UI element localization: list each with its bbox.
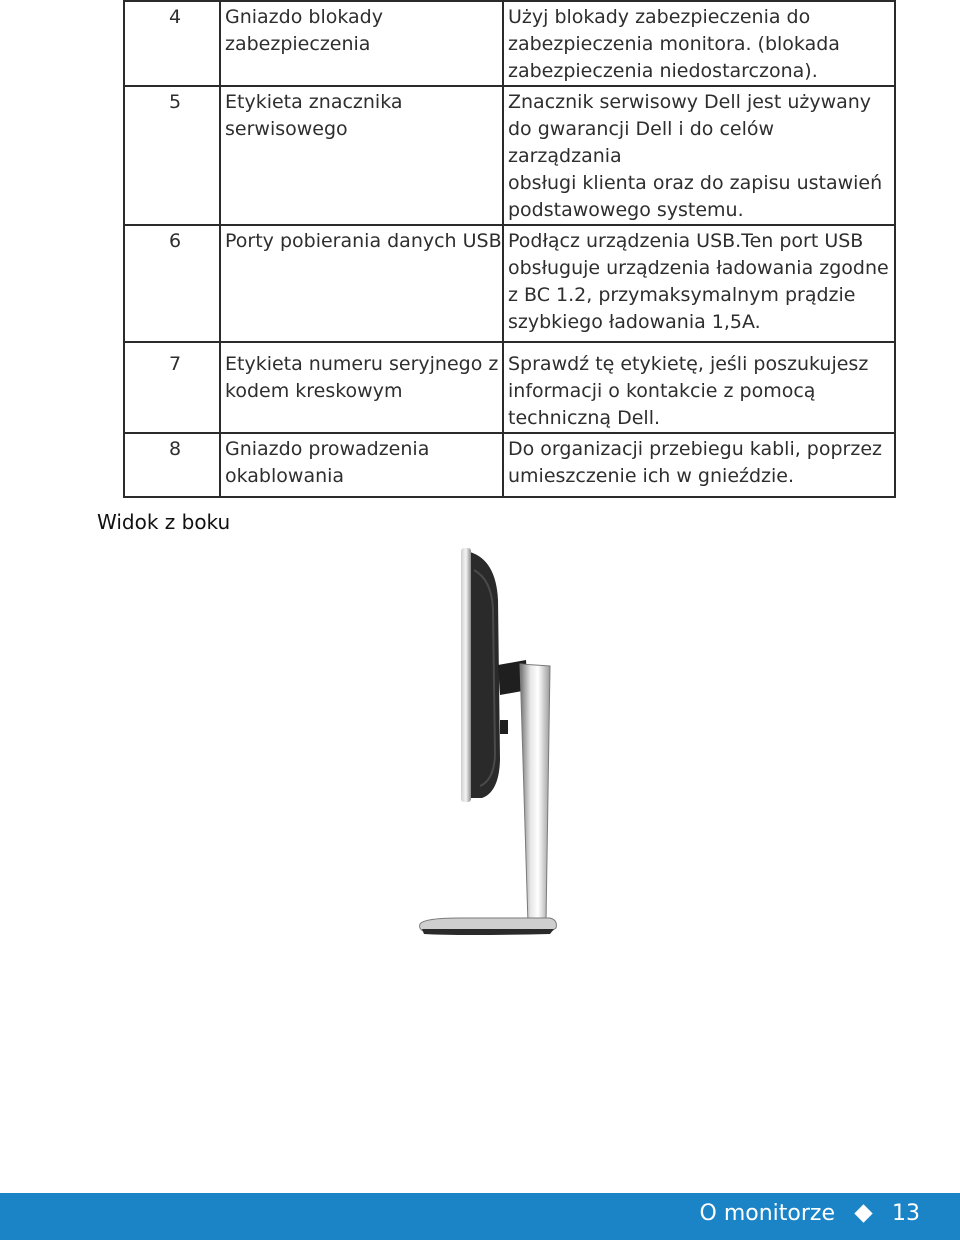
row-description [503, 433, 895, 497]
desc-line: obsługuje urządzenia ładowania zgodne [508, 257, 889, 279]
table-row [124, 342, 895, 433]
row-number: 6 [124, 225, 220, 342]
row-number: 8 [124, 433, 220, 497]
desc-line: Podłącz urządzenia USB.Ten port USB [508, 230, 864, 252]
monitor-bezel [461, 548, 471, 802]
desc-line: zabezpieczenia niedostarczona). [508, 60, 818, 82]
footer-section-label: O monitorze [699, 1201, 835, 1226]
desc-line: Znacznik serwisowy Dell jest używany [508, 91, 872, 113]
desc-line: techniczną Dell. [508, 407, 661, 429]
desc-line: Użyj blokady zabezpieczenia do [508, 6, 811, 28]
row-name [220, 433, 503, 497]
stand-neck [520, 664, 550, 924]
row-description [503, 1, 895, 86]
desc-line: Do organizacji przebiegu kabli, poprzez [508, 438, 882, 460]
section-title: Widok z boku [97, 510, 231, 534]
desc-line: do gwarancji Dell i do celów zarządzania [508, 118, 775, 167]
table-row [124, 86, 895, 225]
desc-line: obsługi klienta oraz do zapisu ustawień [508, 172, 883, 194]
row-name [220, 225, 503, 342]
table-row [124, 225, 895, 342]
diamond-icon [854, 1204, 872, 1222]
name-line: okablowania [225, 465, 345, 487]
row-description [503, 342, 895, 433]
table-row [124, 433, 895, 497]
desc-line: Sprawdź tę etykietę, jeśli poszukujesz [508, 353, 869, 375]
row-name [220, 86, 503, 225]
row-description [503, 86, 895, 225]
name-line: Gniazdo blokady [225, 6, 383, 28]
desc-line: informacji o kontakcie z pomocą [508, 380, 816, 402]
row-number: 5 [124, 86, 220, 225]
desc-line: podstawowego systemu. [508, 199, 744, 221]
page-number: 13 [892, 1201, 920, 1226]
name-line: zabezpieczenia [225, 33, 371, 55]
name-line: Etykieta znacznika [225, 91, 403, 113]
desc-line: szybkiego ładowania 1,5A. [508, 311, 761, 333]
footer-content [700, 1201, 920, 1226]
footer-bar [0, 1193, 960, 1240]
row-name [220, 1, 503, 86]
row-number: 4 [124, 1, 220, 86]
name-line: Gniazdo prowadzenia [225, 438, 430, 460]
name-line: Etykieta numeru seryjnego z [225, 353, 499, 375]
row-name [220, 342, 503, 433]
row-number: 7 [124, 342, 220, 433]
desc-line: z BC 1.2, przymaksymalnym prądzie [508, 284, 856, 306]
row-description [503, 225, 895, 342]
desc-line: zabezpieczenia monitora. (blokada [508, 33, 840, 55]
name-line: Porty pobierania danych USB [225, 230, 502, 252]
desc-line: umieszczenie ich w gnieździe. [508, 465, 795, 487]
name-line: serwisowego [225, 118, 348, 140]
name-line: kodem kreskowym [225, 380, 403, 402]
spec-table [123, 0, 896, 498]
table-row [124, 1, 895, 86]
monitor-side-view-illustration [400, 540, 580, 940]
